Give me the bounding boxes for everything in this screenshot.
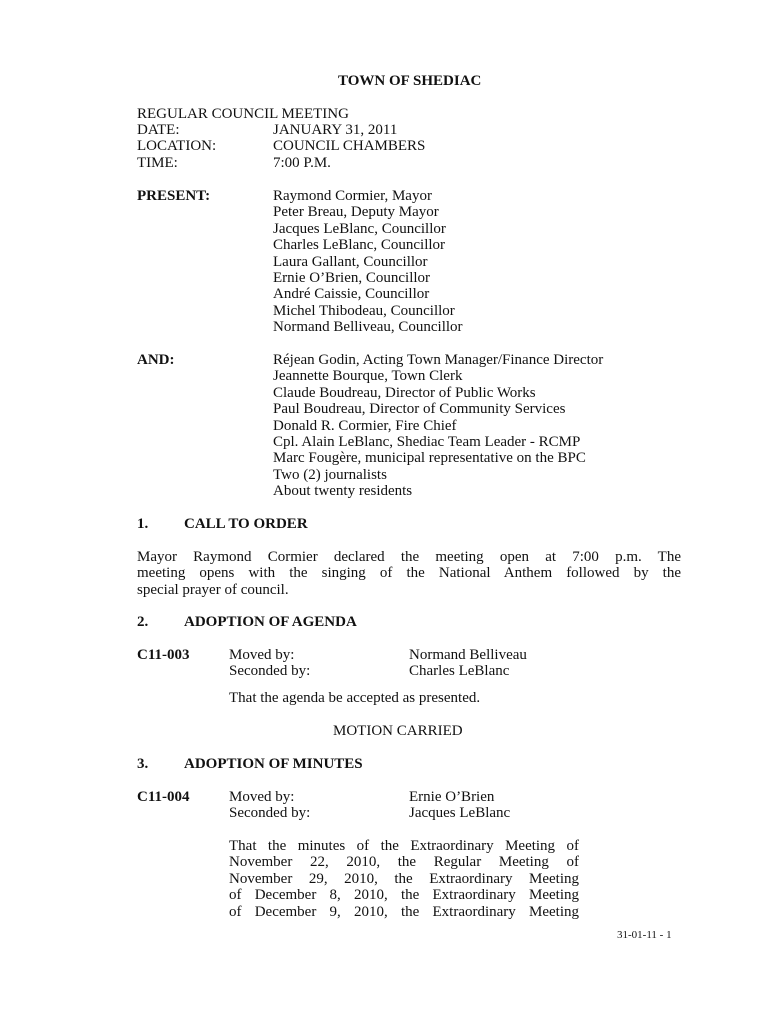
location-value: COUNCIL CHAMBERS <box>273 138 426 154</box>
list-item: Ernie O’Brien, Councillor <box>273 269 431 286</box>
list-item: Laura Gallant, Councillor <box>273 253 428 270</box>
page-number: 31-01-11 - 1 <box>617 929 672 941</box>
paragraph-line: Mayor Raymond Cormier declared the meeting open at 7:00 p.m. The <box>137 549 681 565</box>
paragraph-line: special prayer of council. <box>137 581 289 598</box>
seconded-by-label: Seconded by: <box>229 805 311 821</box>
paragraph-line: November 22, 2010, the Regular Meeting of <box>229 854 579 871</box>
list-item: André Caissie, Councillor <box>273 286 430 303</box>
time-label: TIME: <box>137 155 178 171</box>
seconded-by-label: Seconded by: <box>229 663 311 679</box>
motion-text: That the agenda be accepted as presented. <box>229 690 481 706</box>
location-label: LOCATION: <box>137 138 217 154</box>
paragraph-line: meeting opens with the singing of the National Anthem followed by the <box>137 565 681 582</box>
list-item: Paul Boudreau, Director of Community Services <box>273 401 566 418</box>
motion-id: C11-004 <box>137 789 190 805</box>
seconded-by-value: Jacques LeBlanc <box>409 805 511 821</box>
page-title: TOWN OF SHEDIAC <box>338 73 482 89</box>
list-item: Raymond Cormier, Mayor <box>273 188 432 204</box>
paragraph-line: of December 8, 2010, the Extraordinary Meeting <box>229 887 579 904</box>
motion-id: C11-003 <box>137 647 190 663</box>
list-item: Jacques LeBlanc, Councillor <box>273 220 446 237</box>
paragraph-line: That the minutes of the Extraordinary Meeting of <box>229 838 579 854</box>
moved-by-label: Moved by: <box>229 647 295 663</box>
present-list <box>273 188 463 336</box>
section-1-heading: CALL TO ORDER <box>184 516 308 532</box>
section-3-paragraph <box>229 838 579 920</box>
list-item: Réjean Godin, Acting Town Manager/Finance Director <box>273 352 604 368</box>
date-label: DATE: <box>137 122 180 138</box>
paragraph-line: November 29, 2010, the Extraordinary Meeting <box>229 870 579 887</box>
list-item: Claude Boudreau, Director of Public Works <box>273 384 536 401</box>
section-1-number: 1. <box>137 516 149 532</box>
section-2-number: 2. <box>137 614 149 630</box>
list-item: Cpl. Alain LeBlanc, Shediac Team Leader - RCMP <box>273 433 581 450</box>
moved-by-label: Moved by: <box>229 789 295 805</box>
present-label: PRESENT: <box>137 188 211 204</box>
list-item: Two (2) journalists <box>273 466 387 483</box>
moved-by-value: Normand Belliveau <box>409 647 527 663</box>
motion-result: MOTION CARRIED <box>333 723 463 739</box>
staff-list <box>273 352 603 500</box>
list-item: Charles LeBlanc, Councillor <box>273 237 446 254</box>
list-item: Marc Fougère, municipal representative on the BPC <box>273 450 586 467</box>
list-item: Jeannette Bourque, Town Clerk <box>273 368 463 385</box>
section-3-number: 3. <box>137 756 149 772</box>
list-item: About twenty residents <box>273 483 413 500</box>
moved-by-value: Ernie O’Brien <box>409 789 495 805</box>
and-label: AND: <box>137 352 175 368</box>
list-item: Peter Breau, Deputy Mayor <box>273 204 439 221</box>
list-item: Donald R. Cormier, Fire Chief <box>273 417 457 434</box>
list-item: Michel Thibodeau, Councillor <box>273 302 455 319</box>
section-2-heading: ADOPTION OF AGENDA <box>184 614 357 630</box>
meeting-type: REGULAR COUNCIL MEETING <box>137 106 349 122</box>
time-value: 7:00 P.M. <box>273 155 331 171</box>
seconded-by-value: Charles LeBlanc <box>409 663 510 679</box>
paragraph-line: of December 9, 2010, the Extraordinary Meeting <box>229 903 579 920</box>
section-1-paragraph <box>137 549 681 598</box>
section-3-heading: ADOPTION OF MINUTES <box>184 756 363 772</box>
date-value: JANUARY 31, 2011 <box>273 122 398 138</box>
list-item: Normand Belliveau, Councillor <box>273 319 463 336</box>
